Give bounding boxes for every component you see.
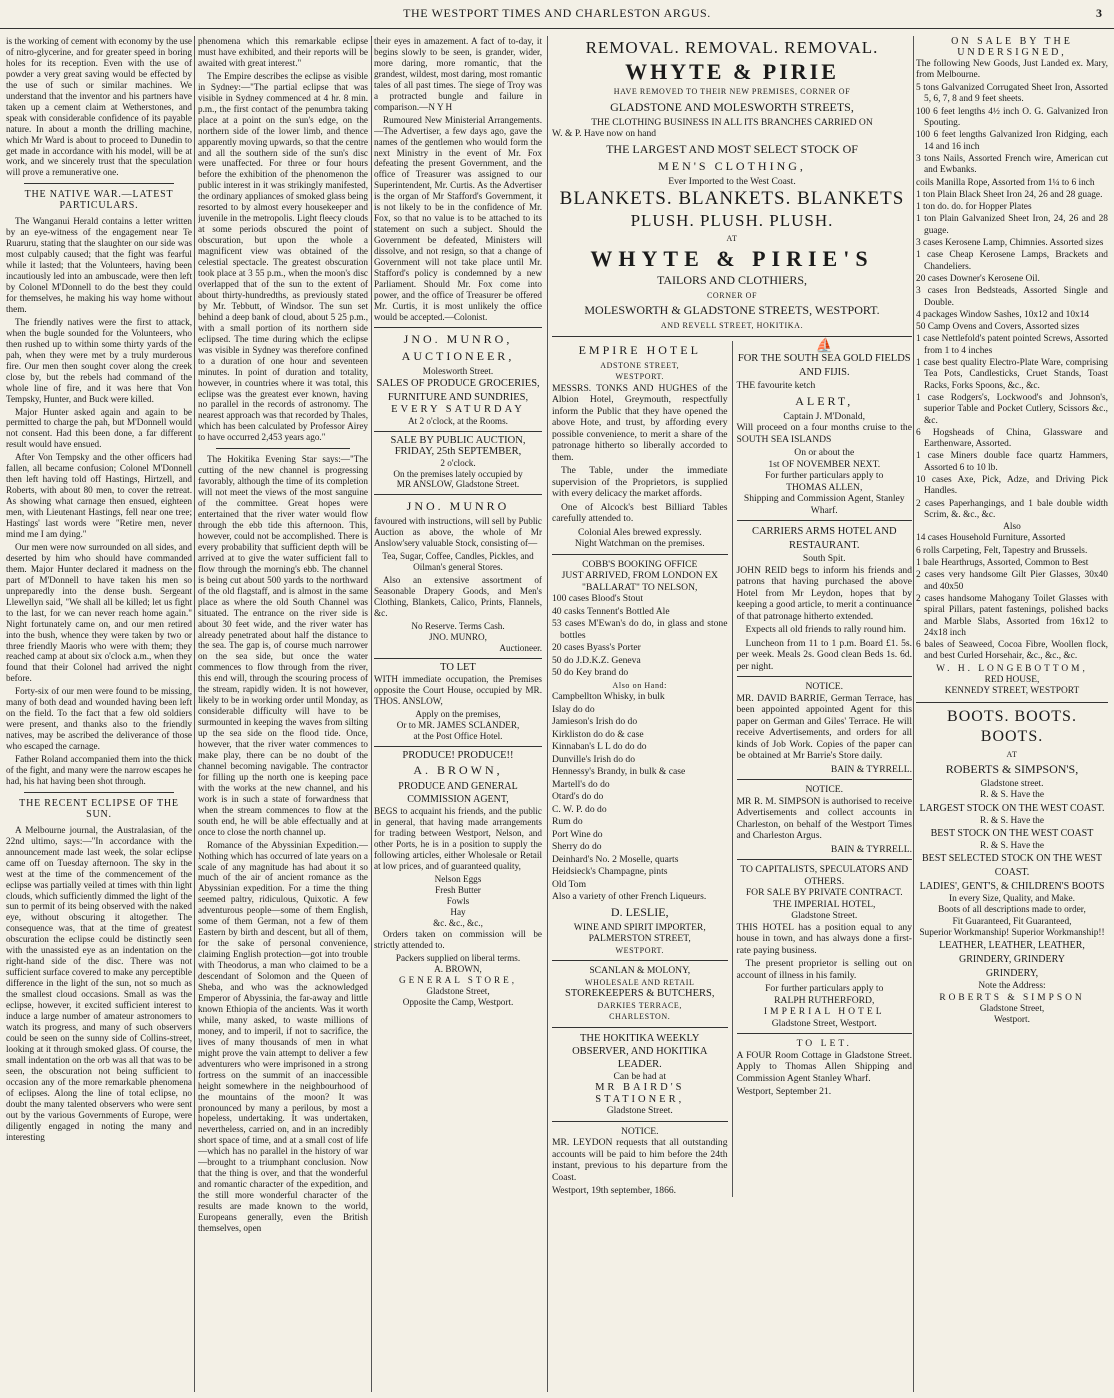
ad-line: CORNER OF: [706, 290, 758, 300]
ad-item: 1 case Miners double face quartz Hammers, Assorted 6 to 10 lb.: [916, 451, 1108, 473]
ad-line: GRINDERY,: [985, 968, 1039, 980]
ad-line: HAVE REMOVED TO THEIR NEW PREMISES, CORNER OF: [613, 87, 851, 96]
ad-heading: TO CAPITALISTS, SPECULATORS AND OTHERS.: [740, 864, 909, 887]
ad-line: THE favourite ketch: [736, 380, 816, 391]
ad-longebottom: [916, 36, 1108, 698]
ads-right: [736, 338, 913, 1197]
ad-line: Ever Imported to the West Coast.: [668, 175, 796, 187]
divider: [374, 658, 542, 659]
ad-line: Shipping and Commission Agent, Stanley Wharf.: [743, 493, 905, 516]
ad-line: Gladstone Street,: [979, 1003, 1045, 1014]
ad-to-let-cottage: [737, 1038, 913, 1098]
ad-heading: NOTICE.: [805, 681, 844, 692]
ad-line: Gladstone Street,: [426, 985, 490, 996]
divider: [552, 554, 728, 555]
ad-item: &c. &c., &c.,: [433, 918, 483, 928]
article-paragraph: their eyes in amazement. A fact of to-day, it begins slowly to be seen, is grander, wider, more daring, more romantic, that the grandest, wildest, most daring, most romantic tales of all past times. The siege of Troy was a protracted bungle and failure in comparison.—N Y H: [374, 36, 542, 112]
divider: [737, 520, 913, 521]
column-1: [6, 36, 192, 1392]
ad-line: JNO. MUNRO,: [429, 631, 487, 642]
ad-line: No Reserve. Terms Cash.: [411, 620, 505, 631]
ad-line: WESTPORT.: [615, 372, 665, 381]
article-paragraph: Our men were now surrounded on all sides, and deserted by him who should have commanded them. Major Hunter declared it madness on the part of M'Donnell to have taken his men so unpreparedly into the dense bush. Sergeant Llewellyn said, "We shall all be killed; let us fight to the last, for we can never reach home again." Night fortunately came on, and our men retired into the bush, whence they were taken by two or three friendly Maoris who were with them; they reached camp at about six o'clock a.m., when they found that their Colonel had arrived the night before.: [6, 541, 192, 684]
ad-item: Dunville's Irish do do: [552, 753, 636, 765]
ad-text: The following New Goods, Just Landed ex. Mary, from Melbourne.: [916, 58, 1108, 80]
ad-item: 6 bales of Seaweed, Cocoa Fibre, Woollen flock, and best Curled Horsehair, &c., &c., &c.: [916, 640, 1108, 662]
ad-whyte-pirie: [552, 38, 912, 332]
column-5: [916, 36, 1108, 1392]
ad-text: A FOUR Room Cottage in Gladstone Street. Apply to Thomas Allen Shipping and Commission Agent Stanley Wharf.: [736, 1049, 912, 1084]
ad-item: 2 cases handsome Mahogany Toilet Glasses with spiral Pillars, patent fastenings, polished backs and Marble Slabs, Assorted from 16x12 to 24x18 inch: [916, 593, 1108, 638]
ad-text: Expects all old friends to rally round him.: [745, 624, 906, 635]
ad-item: coils Manilla Rope, Assorted from 1¼ to 6 inch: [916, 177, 1095, 188]
ad-item: 1 case Rodgers's, Lockwood's and Johnson's, superior Table and Pocket Cutlery, Scissors &c., &c.: [916, 392, 1108, 426]
ad-munro-sale: [374, 499, 542, 653]
ad-line: BEST STOCK ON THE WEST COAST: [930, 827, 1094, 839]
ad-item: Otard's do do: [552, 791, 604, 802]
ad-item: Port Wine do: [552, 828, 603, 840]
ad-text: The Table, under the immediate supervision of the Proprietors, is supplied with every delicacy the market affords.: [552, 465, 728, 499]
ad-item: Also a variety of other French Liqueurs.: [552, 891, 707, 902]
ad-text: Luncheon from 11 to 1 p.m. Board £1. 5s. per week. Meals 2s. Good clean Beds 1s. 6d. per night.: [736, 637, 912, 672]
ad-heading: CARRIERS ARMS HOTEL AND RESTAURANT.: [751, 526, 897, 551]
column-4: [552, 36, 912, 1392]
headline-eclipse: THE RECENT ECLIPSE OF THE SUN.: [19, 797, 179, 820]
ad-line: Gladstone street.: [980, 778, 1044, 789]
ad-line: At 2 o'clock, at the Rooms.: [408, 415, 508, 426]
ad-line: AT: [1006, 749, 1018, 759]
ad-brown-produce: [374, 751, 542, 1008]
ad-line: ADSTONE STREET,: [600, 360, 680, 370]
ad-line: R. & S. Have the: [979, 815, 1045, 826]
ad-text: WITH immediate occupation, the Premises opposite the Court House, occupied by MR. THOS. ANSLOW,: [374, 673, 542, 706]
ad-line: MR ANSLOW, Gladstone Street.: [396, 479, 520, 490]
ad-imperial-hotel: [737, 864, 913, 1029]
column-divider: [913, 36, 914, 1392]
ad-sig: BAIN & TYRRELL.: [830, 763, 912, 775]
ad-heading: BOOTS. BOOTS. BOOTS.: [947, 707, 1077, 745]
ad-heading: THE HOKITIKA WEEKLY OBSERVER, AND HOKITIKA LEADER.: [572, 1032, 708, 1070]
ad-line: In every Size, Quality, and Make.: [949, 894, 1075, 905]
ad-line: LEATHER, LEATHER, LEATHER,: [939, 940, 1085, 952]
divider: [374, 494, 542, 495]
article-paragraph: A Melbourne journal, the Australasian, of the 22nd ultimo, says:—"In accordance with the announcement made last week, the solar eclipse came off on Tuesday afternoon. The sky in the west at the time of the commencement of the eclipse was partially veiled at times with thin light clouds, which sufficiently dimmed the light of the sun to permit of its being observed with the naked eye, without obscuring it altogether. The consequence was, that at the time of greatest obscuration the eclipse could be distinctly seen with the unassisted eye as an indentation on the right-hand side of the disc. There was not sufficient surface covered to make any perceptible difference in the light of the sun, not so much as the smallest cloud occasions. Small as was the eclipse, however, it excited sufficient interest to induce a large number of amateur astronomers to watch its progress, and many of such observers could be seen on the sunny side of Collins-street, looking at it through smoked glass. Of course, the small indentation on the orb was all that was to be seen, the obscuration not being sufficient to occasion any of the more remarkable phenomena of eclipses. Along the line of total eclipse, no doubt the many talented observers who were sent out by the various Governments of Europe, were diligently engaged in noting the many and interesting: [6, 824, 192, 1142]
ad-line: R. & S. Have the: [979, 840, 1045, 851]
ad-weekly-observer: [552, 1032, 728, 1117]
ad-heading: TO LET: [440, 661, 476, 673]
ad-text: Will proceed on a four months cruise to the SOUTH SEA ISLANDS: [736, 422, 912, 445]
ad-line: Westport, 19th september, 1866.: [552, 1185, 677, 1196]
ad-line: DARKIES TERRACE,: [597, 1000, 683, 1010]
ad-item: Sherry do do: [552, 841, 602, 852]
ad-item: Rum do: [552, 816, 583, 827]
ad-cobbs-booking: [552, 559, 728, 957]
divider: [24, 183, 174, 184]
ad-line: Night Watchman on the premises.: [574, 538, 705, 549]
ad-item: Fowls: [446, 896, 470, 907]
ad-heading: PLUSH. PLUSH. PLUSH.: [630, 211, 834, 230]
ad-heading: BLANKETS. BLANKETS. BLANKETS: [559, 188, 905, 209]
ad-line: STOREKEEPERS & BUTCHERS,: [565, 988, 715, 999]
divider: [737, 779, 913, 780]
ad-item: 10 cases Axe, Pick, Adze, and Driving Pick Handles.: [916, 474, 1108, 497]
divider: [737, 676, 913, 677]
ad-heading: PRODUCE! PRODUCE!!: [402, 749, 514, 761]
ad-line: Superior Workmanship! Superior Workmanship!!: [919, 928, 1105, 938]
ad-line: South Spit.: [802, 553, 846, 564]
article-paragraph: The friendly natives were the first to attack, when the bugle sounded for the Volunteers, who then rushed up to within some thirty yards of the pah, when they were met by a truly murderous fire. Our men then sought cover along the creek close by, but the rebels had command of the whole line of fire, and it was here that Von Tempsky, Hunter, and Buck were killed.: [6, 316, 192, 404]
ad-item: Heidsieck's Champagne, pints: [552, 866, 668, 877]
ad-item: 50 Camp Ovens and Covers, Assorted sizes: [916, 322, 1080, 333]
ad-item: 1 case Nettlefold's patent pointed Screws, Assorted from 1 to 4 inches: [916, 334, 1108, 356]
ad-text: Tea, Sugar, Coffee, Candles, Pickles, and Oilman's general Stores.: [382, 551, 534, 573]
ad-item: 3 tons Nails, Assorted French wire, American cut and Ewbanks.: [916, 153, 1108, 176]
headline-native-war: THE NATIVE WAR.—LATEST PARTICULARS.: [24, 189, 174, 212]
ad-line: Gladstone Street, Westport.: [771, 1017, 877, 1029]
divider: [552, 1027, 728, 1028]
article-paragraph: phenomena which this remarkable eclipse must have exhibited, and their reports will be awaited with great interest.": [198, 36, 368, 68]
ad-item: 1 case best quality Electro-Plate Ware, comprising Tea Pots, Candlesticks, Cruet Stands, Toast Racks, Forks Spoons, &c., &c.: [916, 358, 1108, 391]
article-paragraph: Father Roland accompanied them into the thick of the fight, and many were the narrow escapes he had, his hat having been shot through.: [6, 754, 192, 786]
ad-line: WHOLESALE AND RETAIL: [584, 977, 695, 987]
ad-line: 1st OF NOVEMBER NEXT.: [768, 458, 881, 470]
ad-line: GRINDERY, GRINDERY: [959, 954, 1065, 966]
ad-line: WINE AND SPIRIT IMPORTER,: [573, 921, 706, 933]
divider: [552, 960, 728, 961]
ad-notice-barrie: [737, 681, 913, 775]
ad-item: Islay do do: [552, 703, 595, 715]
ad-line: 2 o'clock.: [440, 457, 476, 468]
ad-heading: NOTICE.: [620, 1125, 659, 1137]
ad-item: 1 bale Hearthrugs, Assorted, Common to Best: [916, 558, 1089, 569]
ad-item: Jamieson's Irish do do: [552, 716, 638, 727]
ad-item: Old Tom: [552, 878, 587, 890]
ad-item: 100 6 feet lengths 4½ inch O. G. Galvanized Iron Spouting.: [916, 106, 1108, 129]
column-divider: [371, 36, 372, 1392]
ad-item: 50 do Key brand do: [552, 667, 629, 678]
ad-item: 2 cases Paperhangings, and 1 bale double width Scrim, &. &c., &c.: [916, 498, 1108, 520]
ad-sig: BAIN & TYRRELL.: [830, 843, 912, 855]
masthead: [0, 6, 1114, 29]
ad-heading: NOTICE.: [805, 784, 844, 795]
ad-south-sea: [737, 352, 913, 516]
ad-item: 40 casks Tennent's Bottled Ale: [552, 605, 670, 617]
ad-line: On or about the: [794, 447, 855, 458]
divider: [916, 702, 1108, 703]
ad-item: 3 cases Kerosene Lamp, Chimnies. Assorted sizes: [916, 238, 1104, 249]
ad-date: FRIDAY, 25th SEPTEMBER,: [394, 445, 522, 457]
ad-text: MR. LEYDON requests that all outstanding accounts will be paid to him before the 24th instant, previous to his departure from the Coast.: [552, 1137, 728, 1183]
ad-line: W. & P. Have now on hand: [552, 128, 657, 139]
ad-line: AT: [726, 234, 738, 243]
divider: [24, 792, 174, 793]
ad-heading: JNO. MUNRO,: [403, 331, 513, 346]
ad-line: Captain J. M'Donald,: [783, 410, 866, 422]
ad-line: THE LARGEST AND MOST SELECT STOCK OF: [606, 141, 858, 156]
ad-item: 20 cases Downer's Kerosene Oil.: [916, 273, 1040, 284]
article-paragraph: Rumoured New Ministerial Arrangements.—The Advertiser, a few days ago, gave the names of the gentlemen who would form the next Ministry in the event of Mr. Fox defeating the present Government, and the office of Treasurer was assigned to our Superintendent, Mr. Curtis. As the Advertiser is the organ of Mr Stafford's Government, it is not likely to be in the confidence of Mr. Fox, so that no value is to be attached to its statement on such a subject. Should the Government be defeated, Ministers will dissolve, and not resign, so that a change of Government will not take place until Mr. Stafford's policy is condemned by a new Parliament. Should Mr. Fox come into power, and the office of Treasurer be offered Mr. Curtis, it is most unlikely the office would be accepted.—Colonist.: [374, 114, 542, 322]
ad-line: CHARLESTON.: [609, 1012, 671, 1021]
ad-notice-simpson: [737, 784, 913, 855]
ad-line: Boots of all descriptions made to order,: [938, 905, 1086, 916]
ad-line: LARGEST STOCK ON THE WEST COAST.: [919, 802, 1105, 814]
article-paragraph: After Von Tempsky and the other officers had fallen, all became confusion; Colonel M'Donnell then left having told off Hastings, Hirtzell, and Roberts, with about 80 men, to cover the retreat. As showing what carnage then ensued, eighteen men, with Lieutenant Hastings, fell near one tree; Hastings' last words were "Retire men, never mind me I am dying.": [6, 452, 192, 539]
ad-text: MR. DAVID BARRIE, German Terrace, has been appointed appointed Agent for this paper on German and Giles' Terrace. He will receive Advertisements, and orders for all kinds of Job Work. Copies of the paper can be obtained at Mr Barrie's Store daily.: [736, 692, 912, 761]
ad-text: Orders taken on commission will be strictly attended to.: [374, 928, 542, 950]
ad-heading: EMPIRE HOTEL: [578, 342, 701, 357]
ad-line: Packers supplied on liberal terms.: [395, 952, 521, 963]
ad-line: Westport.: [994, 1015, 1030, 1026]
article-paragraph: The Hokitika Evening Star says:—"The cutting of the new channel is progressing favorably, although the time of its completion will not meet the views of the most sanguine of the committee. Great hopes were entertained that the river water would flow through the ebb tide this afternoon. This, however, could not be accomplished. There is every probability that sufficient depth will be arrived at to give the water sufficient fall to flow through the morning's ebb. The channel is being cut about 500 yards to the northward of the old flagstaff, and is almost in the same place as where the old South Channel was situated. The entrance on the river side is about 30 feet wide, and the river water has already penetrated about half the distance to the sea. The gap is, of course much narrower on the sea side, but once the water commences to flow through from the river, this end will, through the scouring process of the stream, rapidly widen. It is not however, likely to be in working order until Monday, as considerable difficulty will have to be surmounted in keeping the waves from silting up the sea side on the flood tide. Once, however, that the river water commences to make play, there can be no doubt of the channel becoming navigable. The contractor for filling up the north one is keeping pace with the works at the new channel, and his work is in such a state of forwardness that when the stream commences to flow at the south end, he will be able effectually and at once to close the north channel up.: [198, 454, 368, 837]
ad-line: GENERAL STORE,: [398, 974, 518, 985]
ad-item: 6 rolls Carpeting, Felt, Tapestry and Brussels.: [916, 545, 1088, 556]
ad-line: For further particulars apply to: [765, 470, 884, 481]
ad-text: favoured with instructions, will sell by Public Auction as above, the whole of Mr Anslow'sery valuable Stock, consisting of—: [374, 516, 542, 549]
ad-line: Gladstone Street.: [606, 1105, 673, 1116]
ad-line: A. BROWN,: [434, 963, 482, 974]
divider: [374, 431, 542, 432]
ad-line: SALES OF PRODUCE GROCERIES, FURNITURE AND SUNDRIES,: [376, 377, 540, 403]
ad-line: WESTPORT.: [615, 945, 665, 955]
ad-item: Fresh Butter: [435, 885, 481, 896]
ad-item: 50 do J.D.K.Z. Geneva: [552, 654, 641, 666]
ad-public-auction: [374, 436, 542, 491]
ad-line: Fit Guaranteed, Fit Guaranteed,: [952, 916, 1072, 927]
ad-item: Kirkliston do do & case: [552, 728, 644, 740]
ad-item: Hennessy's Brandy, in bulk & case: [552, 766, 686, 777]
ad-line: Opposite the Camp, Westport.: [402, 996, 514, 1007]
ad-text: THIS HOTEL has a position equal to any house in town, and has always done a first-rate paying business.: [736, 921, 912, 956]
newspaper-title: THE WESTPORT TIMES AND CHARLESTON ARGUS.: [403, 6, 711, 20]
ad-line: Also: [1003, 522, 1021, 533]
ad-line: Apply on the premises,: [415, 708, 501, 719]
ad-item: 1 ton Plain Galvanized Sheet Iron, 24, 26 and 28 guage.: [916, 214, 1108, 236]
ad-line: KENNEDY STREET, WESTPORT: [944, 686, 1080, 697]
divider: [216, 448, 350, 449]
column-divider: [194, 36, 195, 1392]
ad-brand: WHYTE & PIRIE'S: [590, 245, 874, 271]
column-2: [198, 36, 368, 1392]
ad-text: JOHN REID begs to inform his friends and patrons that having purchased the above Hotel from Mr Leydon, hopes that by keeping a good article, to merit a continuance of that patronage hitherto extended.: [736, 564, 912, 622]
ad-line: THOMAS ALLEN,: [786, 481, 863, 493]
ad-carriers-arms: [737, 525, 913, 672]
ad-line: STATIONER,: [595, 1093, 685, 1105]
ad-line: at the Post Office Hotel.: [413, 730, 503, 741]
ads-left: [552, 341, 733, 1197]
ad-item: Kinnaban's L L do do do: [552, 741, 647, 752]
ad-item: Campbellton Whisky, in bulk: [552, 691, 665, 702]
divider: [552, 336, 912, 337]
ad-item: 3 cases Iron Bedsteads, Assorted Single and Double.: [916, 286, 1108, 308]
ad-munro-auctioneer: [374, 332, 542, 427]
ad-line: FOR SALE BY PRIVATE CONTRACT.: [745, 887, 903, 898]
ad-line: AND REVELL STREET, HOKITIKA.: [660, 321, 804, 330]
ad-line: TAILORS AND CLOTHIERS,: [656, 272, 808, 287]
divider: [374, 746, 542, 747]
ad-line: ALERT,: [795, 393, 854, 408]
ad-line: Gladstone Street.: [791, 910, 858, 921]
ad-line: Molesworth Street.: [422, 365, 494, 376]
ad-empire-hotel: [552, 343, 728, 550]
ad-line: MOLESWORTH & GLADSTONE STREETS, WESTPORT.: [584, 303, 880, 317]
ad-item: 5 tons Galvanized Corrugated Sheet Iron, Assorted 5, 6, 7, 8 and 9 feet sheets.: [916, 83, 1108, 105]
ad-line: RED HOUSE,: [984, 675, 1040, 686]
ad-item: 53 cases M'Ewan's do do, in glass and stone bottles: [552, 618, 728, 641]
article-paragraph: The Empire describes the eclipse as visible in Sydney:—"The partial eclipse that was visible in Sydney commenced at 4 hr. 8 min. p.m., the first contact of the penumbra taking place at a point on the sun's edge, on the northern side of the lower limb, and thence apparently moving upwards, so that the centre and all the southern side of the sun's disc were unaffected. For three or four hours before the exhibition of the phenomenon the public interest in it was strikingly manifested, the ordinary appliances of smoked glass being resorted to by almost every housekeeper and juvenile in the metropolis. Light fleecy clouds at some periods obscured the point of obscuration, but upon the whole a magnificent view was obtained of the celestial spectacle. The greatest obscuration took place at 3 55 p.m., when the moon's disc overlapped that of the sun to the extent of about thirty-hundredths, as previously stated by Mr. Tebbutt, of Windsor. The sun set behind a deep bank of cloud, about 5 25 p.m., with a small portion of its northern side eclipsed. The time during which the eclipse was visible in Sydney was therefore confined to a duration of one hour and seventeen minutes. In point of duration and totality, however, in countries where it was total, this eclipse was the greatest ever known, having no parallel in the records of astronomy. The nearest approach was that recorded by Thales, which has been calculated by Professor Airey to have occurred 2,453 years ago.": [198, 70, 368, 443]
ad-item: Deinhard's No. 2 Moselle, quarts: [552, 853, 679, 865]
ad-text: BEGS to acquaint his friends, and the public in general, that having made arrangements for trading between Westport, Nelson, and other Ports, he is in a position to supply the following articles, either Wholesale or Retail at low prices, and of guaranteed quality,: [374, 806, 542, 872]
ad-heading: SALE BY PUBLIC AUCTION,: [390, 434, 526, 446]
ad-line: MEN'S CLOTHING,: [658, 158, 806, 173]
ad-item: 6 Hogsheads of China, Glassware and Earthenware, Assorted.: [916, 427, 1108, 450]
article-paragraph: is the working of cement with economy by the use of nitro-glycerine, and for greater speed in boring holes for its reception. Even with the use of powder a very great saving would be effected by the use of such or similar machines. We understand that the inventor and his partners have taken up a cement claim at Wetherstones, and speak with considerable confidence of its payable nature. In about a month the drilling machine, which Mr Ward is about to proceed to Dunedin to get made in accordance with his model, will be at work, and we sincerely trust that the speculation will prove a remunerative one.: [6, 36, 192, 178]
ad-heading: SCANLAN & MOLONY,: [589, 965, 691, 976]
divider: [737, 1033, 913, 1034]
ad-text: MR R. M. SIMPSON is authorised to receive Advertisements and collect accounts in Charleston, on behalf of the Westport Times and Charleston Argus.: [736, 795, 912, 841]
ad-heading: TO LET.: [796, 1038, 852, 1049]
ad-roberts-simpson: [916, 707, 1108, 1027]
article-paragraph: Forty-six of our men were found to be missing, many of both dead and wounded having been left on the field. To the fact that a few old soldiers were present, and thanks also to the friendly natives, may be ascribed the deliverance of those who escaped the carnage.: [6, 686, 192, 752]
ad-item: 100 cases Blood's Stout: [552, 593, 644, 604]
ads-subcolumns: [552, 338, 912, 1197]
ad-item: Martell's do do: [552, 778, 610, 790]
ad-heading: REMOVAL. REMOVAL. REMOVAL.: [585, 38, 879, 57]
ad-line: IMPERIAL HOTEL: [763, 1006, 885, 1017]
ad-line: RALPH RUTHERFORD,: [774, 994, 875, 1006]
ad-text: One of Alcock's best Billiard Tables carefully attended to.: [552, 501, 728, 524]
ad-text: Also an extensive assortment of Seasonable Drapery Goods, and Men's Clothing, Blankets, Calico, Prints, Flannels, &c.: [374, 575, 542, 619]
ad-item: 1 case Cheap Kerosene Lamps, Brackets and Chandeliers.: [916, 250, 1108, 272]
ship-icon: ⛵: [815, 338, 833, 354]
divider: [737, 859, 913, 860]
ad-item: C. W. P. do do: [552, 803, 607, 815]
ad-line: R. & S. Have the: [979, 790, 1045, 801]
ad-line: JUST ARRIVED, FROM LONDON EX "BALLARAT" TO NELSON,: [561, 570, 718, 593]
article-paragraph: Romance of the Abyssinian Expedition.—Nothing which has occurred of late years on a scale of any magnitude has had about it so much of the air of ancient romance as the Abyssinian expedition. For a time the thing seemed paltry, ridiculous, Quixotic. A few adventurous people—some of them English, some of them German, not a few of them Eastern by birth and descent, but all of them, for the sake of personal convenience, claiming English protection—got into trouble with Theodorus, a man who claimed to be a descendant of Solomon and the Queen of Sheba, and who was the acknowledged Emperor of Abyssinia, the far-away and little known Ethiopia of the ancients. Was it worth while, many asked, to waste millions of money, and to imperil, if not to sacrifice, the lives of many thousands of men in what might prove the vain attempt to deliver a few adventurers who were imprisoned in a strong fortress on the summit of an inaccessible height somewhere in the neighbourhood of the mountains of the moon? It was pronounced by many a perilous, by most a hopeless, undertaking. It was undertaken, nevertheless, carried on, and in an incredibly short space of time, and at a small cost of life—which has no parallel in the history of war—brought to a triumphant conclusion. Now that the thing is over, and that the wonderful and romantic character of the expedition, and the still more wonderful character of the results are made known to the world, Europeans generally, even the British themselves, open: [198, 839, 368, 1233]
ad-line: Auctioneer.: [499, 642, 542, 653]
ad-item: 1 ton do. do. for Hopper Plates: [916, 202, 1032, 213]
ad-title: PRODUCE AND GENERAL COMMISSION AGENT,: [398, 781, 518, 806]
ad-scanlan-molony: [552, 965, 728, 1023]
divider: [374, 327, 542, 328]
ad-line: Can be had at: [613, 1070, 666, 1082]
ad-line: BEST SELECTED STOCK ON THE WEST COAST.: [921, 853, 1103, 879]
ad-heading: JNO. MUNRO: [406, 499, 510, 514]
article-paragraph: The Wanganui Herald contains a letter written by an eye-witness of the engagement near Te Ruaruru, stating that the slaughter on our side was most culpably caused; that the fight was fearful while it lasted; that the Volunteers, having been incautiously led into an ambuscade, were then left by Colonel M'Donnell to do the best they could for themselves, he making his way home without them.: [6, 216, 192, 314]
ad-line: For further particulars apply to: [765, 983, 884, 994]
ad-brand: WHYTE & PIRIE: [625, 59, 839, 84]
column-3: [374, 36, 542, 1392]
ad-line: Colonial Ales brewed expressly.: [577, 526, 702, 538]
ad-item: 4 packages Window Sashes, 10x12 and 10x14: [916, 309, 1090, 320]
ad-text: MESSRS. TONKS AND HUGHES of the Albion Hotel, Greymouth, respectfully inform the Public that they have opened the above Hote, and trust, by affording every possible convenience, to merit a share of the patronage hitherto so liberally accorded to them.: [552, 382, 728, 463]
ad-line: PALMERSTON STREET,: [588, 933, 691, 944]
ad-to-let: [374, 663, 542, 742]
ad-sig: W. H. LONGEBOTTOM,: [936, 663, 1088, 674]
ad-heading: ON SALE BY THE UNDERSIGNED,: [951, 36, 1073, 59]
page-number: 3: [1096, 6, 1102, 20]
ad-item: Nelson Eggs: [434, 874, 482, 885]
ad-line: GLADSTONE AND MOLESWORTH STREETS,: [610, 99, 854, 114]
ad-name: A. BROWN,: [413, 763, 503, 778]
ad-notice-leydon: [552, 1126, 728, 1197]
ad-line: Or to MR. JAMES SCLANDER,: [396, 719, 520, 730]
ad-item: 1 ton Plain Black Sheet Iron 24, 26 and 28 guage.: [916, 189, 1103, 200]
ad-text: The present proprietor is selling out on account of illness in his family.: [736, 958, 912, 981]
ad-line: ROBERTS & SIMPSON: [939, 992, 1085, 1003]
ad-item: 2 cases very handsome Gilt Pier Glasses, 30x40 and 40x50: [916, 570, 1108, 592]
ad-subheading: AUCTIONEER,: [401, 348, 515, 363]
ad-heading: COBB'S BOOKING OFFICE: [582, 558, 698, 570]
article-paragraph: Major Hunter asked again and again to be permitted to charge the pah, but M'Donnell would not consent. Had this been done, a far different result would have ensued.: [6, 406, 192, 450]
ad-line: THE CLOTHING BUSINESS IN ALL ITS BRANCHES CARRIED ON: [591, 116, 873, 128]
ad-item: 20 cases Byass's Porter: [552, 642, 641, 653]
column-divider: [547, 36, 548, 1392]
ad-line: ROBERTS & SIMPSON'S,: [945, 761, 1079, 776]
ad-sig: D. LESLIE,: [610, 904, 669, 919]
ad-item: 100 6 feet lengths Galvanized Iron Ridging, each 14 and 16 inch: [916, 130, 1108, 152]
ad-item: 14 cases Household Furniture, Assorted: [916, 533, 1066, 544]
ad-item: Hay: [450, 907, 466, 918]
ad-line: On the premises lately occupied by: [393, 468, 523, 479]
ad-line: Westport, September 21.: [736, 1086, 832, 1097]
ad-line: THE IMPERIAL HOTEL,: [773, 898, 876, 910]
ad-line: LADIES', GENT'S, & CHILDREN'S BOOTS: [919, 881, 1105, 893]
ad-heading: FOR THE SOUTH SEA GOLD FIELDS AND FIJIS.: [737, 353, 911, 378]
ad-line: EVERY SATURDAY: [391, 403, 525, 415]
ad-line: Note the Address:: [978, 981, 1046, 992]
divider: [552, 1121, 728, 1122]
ad-line: MR BAIRD'S: [595, 1082, 685, 1093]
ad-line: Also on Hand:: [612, 680, 667, 690]
